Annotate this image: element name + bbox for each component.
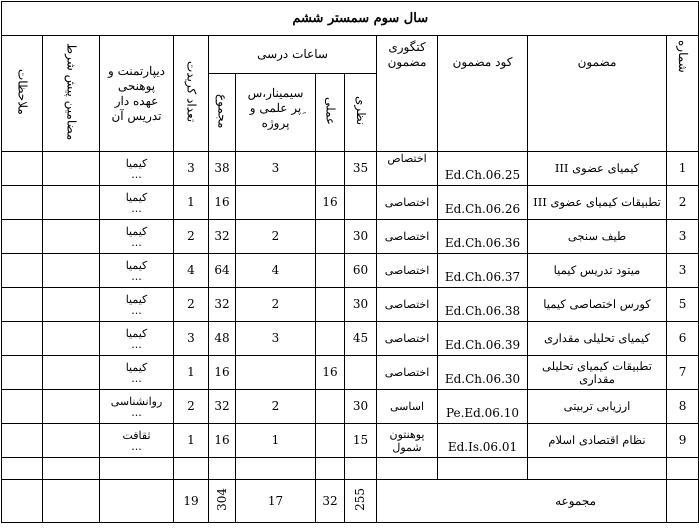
subject-cell: کیمیای عضوی III <box>528 152 667 186</box>
header-prereq: مضامین پیش شرط <box>43 36 100 152</box>
totals-label: مجموعه <box>377 480 667 523</box>
seminar-cell: 4 <box>236 254 316 288</box>
number-cell: 8 <box>667 390 699 424</box>
dept-name: کیمیا <box>125 191 148 204</box>
total-cell: 16 <box>209 186 236 220</box>
header-total: مجموع <box>209 74 236 152</box>
dept-name: ثقافت <box>122 429 151 442</box>
credits-cell: 2 <box>174 220 209 254</box>
table-row <box>2 288 699 322</box>
dept-cell <box>100 424 174 458</box>
empty-row <box>2 458 699 480</box>
category-cell: اختصاصی <box>377 288 438 322</box>
total-cell: 38 <box>209 152 236 186</box>
table-row <box>2 152 699 186</box>
number-cell: 3 <box>667 254 699 288</box>
notes-cell <box>2 322 43 356</box>
category-cell: اختصاصی <box>377 356 438 390</box>
prereq-cell <box>43 186 100 220</box>
dept-name: کیمیا <box>125 259 148 272</box>
total-theory-cell <box>345 480 377 523</box>
theory-cell <box>345 356 377 390</box>
dept-ellipsis: ... <box>131 202 142 215</box>
total-hours-cell <box>209 480 236 523</box>
page-title: سال سوم سمستر ششم <box>292 11 429 26</box>
subject-cell: تطبیقات کیمیای عضوی III <box>528 186 667 220</box>
subject-cell: کورس اختصاصی کیمیا <box>528 288 667 322</box>
credits-cell: 1 <box>174 424 209 458</box>
prereq-cell <box>43 288 100 322</box>
dept-ellipsis: ... <box>131 168 142 181</box>
credits-cell: 2 <box>174 288 209 322</box>
theory-cell: 30 <box>345 220 377 254</box>
dept-cell <box>100 186 174 220</box>
theory-cell: 30 <box>345 288 377 322</box>
prereq-cell <box>43 322 100 356</box>
header-dept: دیپارتمنت و پوهنحی عهده دار تدریس آن <box>100 36 174 152</box>
practical-cell <box>316 152 345 186</box>
total-cell: 48 <box>209 322 236 356</box>
category-cell: اختصاصی <box>377 322 438 356</box>
notes-cell <box>2 220 43 254</box>
subject-cell: تطبیقات کیمیای تحلیلی مقداری <box>528 356 667 390</box>
curriculum-table-frame <box>1 1 698 528</box>
dept-cell <box>100 322 174 356</box>
subject-cell: میتود تدریس کیمیا <box>528 254 667 288</box>
theory-cell: 15 <box>345 424 377 458</box>
practical-cell: 16 <box>316 356 345 390</box>
theory-cell: 35 <box>345 152 377 186</box>
prereq-cell <box>43 254 100 288</box>
totals-row <box>2 480 699 523</box>
credits-cell: 2 <box>174 390 209 424</box>
subject-cell: ارزیابی تربیتی <box>528 390 667 424</box>
dept-cell <box>100 254 174 288</box>
dept-ellipsis: ... <box>131 236 142 249</box>
header-seminar: سیمینار،س ِپر علمی و پروژه <box>236 74 316 152</box>
theory-cell <box>345 186 377 220</box>
header-theory: نظری <box>345 74 377 152</box>
total-cell: 32 <box>209 220 236 254</box>
dept-cell <box>100 288 174 322</box>
code-cell: Ed.Ch.06.36 <box>438 220 528 254</box>
notes-cell <box>2 254 43 288</box>
number-cell: 9 <box>667 424 699 458</box>
table-row <box>2 322 699 356</box>
number-cell: 3 <box>667 220 699 254</box>
dept-name: کیمیا <box>125 361 148 374</box>
total-cell: 32 <box>209 390 236 424</box>
theory-cell: 60 <box>345 254 377 288</box>
total-practical: 32 <box>316 480 345 523</box>
dept-cell <box>100 390 174 424</box>
code-cell: Ed.Ch.06.38 <box>438 288 528 322</box>
credits-cell: 4 <box>174 254 209 288</box>
prereq-cell <box>43 220 100 254</box>
dept-ellipsis: ... <box>131 304 142 317</box>
seminar-cell: 3 <box>236 322 316 356</box>
header-hours: ساعات درسی <box>209 36 377 74</box>
notes-cell <box>2 390 43 424</box>
prereq-cell <box>43 390 100 424</box>
total-cell: 16 <box>209 424 236 458</box>
table-row <box>2 390 699 424</box>
dept-cell <box>100 220 174 254</box>
subject-cell: کیمیای تحلیلی مقداری <box>528 322 667 356</box>
category-cell: اختصاصی <box>377 186 438 220</box>
category-cell: اختصاصی <box>377 220 438 254</box>
dept-name: کیمیا <box>125 293 148 306</box>
dept-ellipsis: ... <box>131 270 142 283</box>
dept-name: روانشناسی <box>110 395 163 408</box>
practical-cell <box>316 424 345 458</box>
code-cell: Ed.Ch.06.26 <box>438 186 528 220</box>
practical-cell <box>316 390 345 424</box>
seminar-cell: 1 <box>236 424 316 458</box>
number-cell: 2 <box>667 186 699 220</box>
dept-cell <box>100 356 174 390</box>
seminar-cell: 2 <box>236 288 316 322</box>
notes-cell <box>2 356 43 390</box>
dept-cell <box>100 152 174 186</box>
credits-cell: 3 <box>174 152 209 186</box>
header-credits: تعداد کریدت <box>174 36 209 152</box>
theory-cell: 45 <box>345 322 377 356</box>
subject-cell: نظام اقتصادی اسلام <box>528 424 667 458</box>
total-cell: 64 <box>209 254 236 288</box>
table-row <box>2 424 699 458</box>
category-cell: پوهنتون شمول <box>377 424 438 458</box>
practical-cell <box>316 322 345 356</box>
notes-cell <box>2 186 43 220</box>
number-cell: 7 <box>667 356 699 390</box>
dept-name: کیمیا <box>125 225 148 238</box>
code-cell: Ed.Ch.06.30 <box>438 356 528 390</box>
subject-cell: طیف سنجی <box>528 220 667 254</box>
notes-cell <box>2 152 43 186</box>
table-row <box>2 186 699 220</box>
total-seminar: 17 <box>236 480 316 523</box>
header-code: کود مضمون <box>438 36 528 152</box>
code-cell: Ed.Ch.06.39 <box>438 322 528 356</box>
practical-cell <box>316 220 345 254</box>
dept-ellipsis: ... <box>131 406 142 419</box>
header-subject: مضمون <box>528 36 667 152</box>
number-cell: 1 <box>667 152 699 186</box>
category-cell: اساسی <box>377 390 438 424</box>
total-cell: 32 <box>209 288 236 322</box>
dept-ellipsis: ... <box>131 440 142 453</box>
code-cell: Pe.Ed.06.10 <box>438 390 528 424</box>
dept-ellipsis: ... <box>131 338 142 351</box>
seminar-cell: 3 <box>236 152 316 186</box>
seminar-cell <box>236 186 316 220</box>
code-cell: Ed.Ch.06.25 <box>438 152 528 186</box>
seminar-cell <box>236 356 316 390</box>
notes-cell <box>2 288 43 322</box>
code-cell: Ed.Is.06.01 <box>438 424 528 458</box>
table-body <box>2 152 699 458</box>
table-row <box>2 220 699 254</box>
practical-cell: 16 <box>316 186 345 220</box>
category-cell: اختصاصی <box>377 254 438 288</box>
total-theory: 255 <box>353 488 367 511</box>
total-credits: 19 <box>174 480 209 523</box>
practical-cell <box>316 288 345 322</box>
seminar-cell: 2 <box>236 220 316 254</box>
header-notes: ملاحظات <box>2 36 43 152</box>
curriculum-table <box>1 1 699 523</box>
code-cell: Ed.Ch.06.37 <box>438 254 528 288</box>
header-number: شماره <box>667 36 699 152</box>
practical-cell <box>316 254 345 288</box>
total-cell: 16 <box>209 356 236 390</box>
dept-ellipsis: ... <box>131 372 142 385</box>
total-hours: 304 <box>214 488 229 511</box>
table-row <box>2 254 699 288</box>
header-practical: عملی <box>316 74 345 152</box>
dept-name: کیمیا <box>125 157 148 170</box>
credits-cell: 1 <box>174 356 209 390</box>
theory-cell: 30 <box>345 390 377 424</box>
notes-cell <box>2 424 43 458</box>
prereq-cell <box>43 356 100 390</box>
credits-cell: 1 <box>174 186 209 220</box>
seminar-cell: 2 <box>236 390 316 424</box>
number-cell: 6 <box>667 322 699 356</box>
prereq-cell <box>43 424 100 458</box>
category-cell: اختصاص <box>377 152 438 186</box>
header-category: کتگوری مضمون <box>377 36 438 152</box>
dept-name: کیمیا <box>125 327 148 340</box>
credits-cell: 3 <box>174 322 209 356</box>
table-row <box>2 356 699 390</box>
number-cell: 5 <box>667 288 699 322</box>
prereq-cell <box>43 152 100 186</box>
